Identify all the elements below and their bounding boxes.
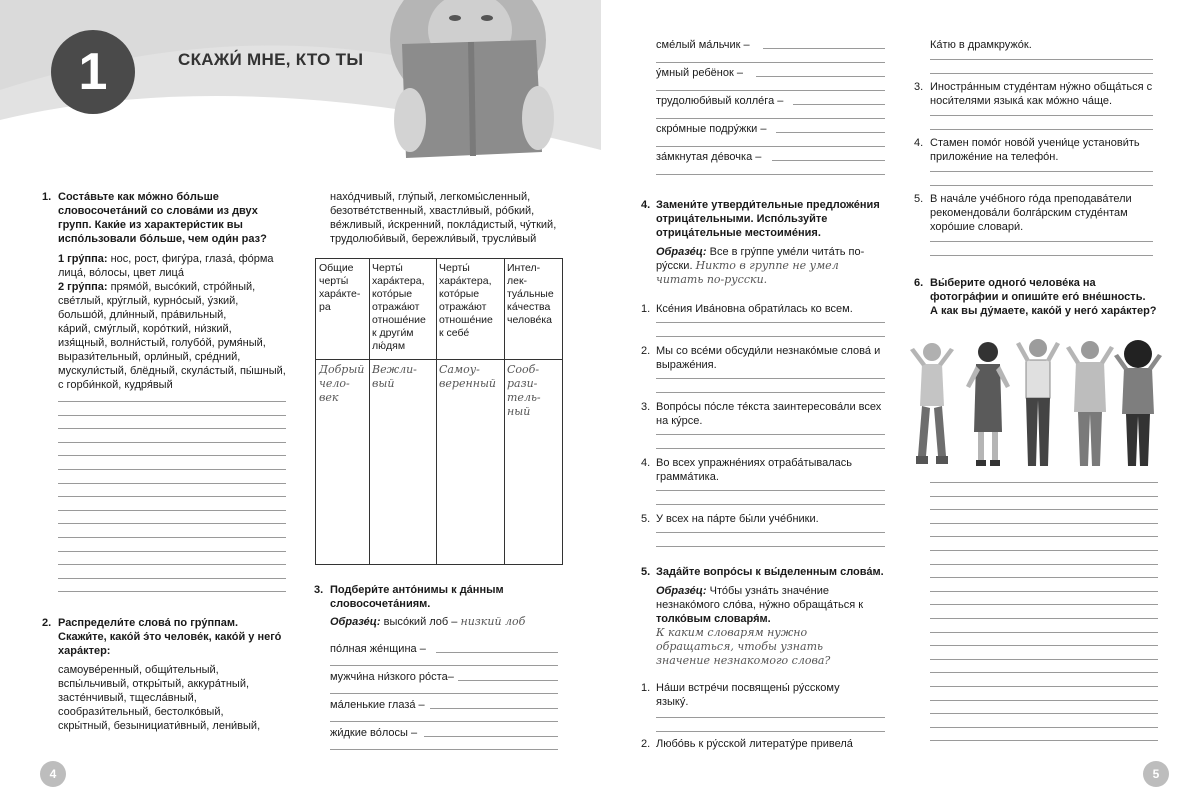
exercise-5-sample-line: незнако́мого сло́ва, ну́жно обраща́ться к <box>656 599 864 611</box>
exercise-3-instruction-line: Подбери́те анто́нимы к да́нным <box>330 584 504 596</box>
exercise-3-instruction-line: словосочета́ниям. <box>330 598 431 610</box>
answer-line[interactable] <box>930 645 1158 646</box>
antonym-item: трудолюби́вый колле́га – <box>656 95 784 107</box>
table-column-divider <box>504 259 505 564</box>
answer-line[interactable] <box>656 717 885 718</box>
exercise-4-number: 4. <box>641 199 651 211</box>
item-number: 5. <box>914 193 924 205</box>
answer-line[interactable] <box>793 104 885 105</box>
table-example-line: Добрый <box>319 363 365 376</box>
answer-line[interactable] <box>58 455 286 456</box>
table-example-cell[interactable] <box>372 363 417 391</box>
sample-text: Все в гру́ппе уме́ли чита́ть по- <box>706 246 865 258</box>
answer-line[interactable] <box>58 428 286 429</box>
answer-line[interactable] <box>930 523 1158 524</box>
answer-line[interactable] <box>930 740 1158 741</box>
table-header-line: отража́ют <box>372 301 420 313</box>
sample-text: высо́кий лоб – <box>380 616 461 628</box>
table-header-line: хара́ктера, <box>439 275 492 287</box>
table-example-line: тель- <box>507 391 541 404</box>
item-number: 2. <box>641 738 651 750</box>
group-1-label: 1 гру́ппа: <box>58 253 108 265</box>
exercise-5-sample-line <box>656 584 829 598</box>
answer-line[interactable] <box>656 490 885 491</box>
people-photo <box>908 336 1163 476</box>
table-example-line: рази- <box>507 377 538 390</box>
sample-answer: значение незнакомого слова? <box>656 654 831 667</box>
table-column-divider <box>369 259 370 564</box>
sample-label: Образе́ц: <box>330 616 381 628</box>
statement-item-line: на ку́рсе. <box>656 415 703 427</box>
exercise-3-number: 3. <box>314 584 324 596</box>
answer-line[interactable] <box>656 146 885 147</box>
answer-line[interactable] <box>330 693 558 694</box>
group-1-line: лица́, во́лосы, цвет лица́ <box>58 267 184 279</box>
antonym-item: ма́ленькие глаза́ – <box>330 699 425 711</box>
group-2-line: ка́рий, сму́глый, коро́ткий, ни́зкий, <box>58 323 232 335</box>
answer-line[interactable] <box>330 665 558 666</box>
question-item-line: Ка́тю в драмкружо́к. <box>930 39 1032 51</box>
group-2-label: 2 гру́ппа: <box>58 281 108 293</box>
table-header-line: Интел- <box>507 262 541 274</box>
table-header-line: к себе́ <box>439 327 470 339</box>
answer-line[interactable] <box>58 401 286 402</box>
group-2-line <box>58 280 255 294</box>
answer-line[interactable] <box>930 129 1153 130</box>
table-header-line: отноше́ние <box>439 314 493 326</box>
person-figure <box>966 342 1010 466</box>
sample-text: Что́бы узна́ть значе́ние <box>706 585 829 597</box>
exercise-5-number: 5. <box>641 566 651 578</box>
table-header-divider <box>316 359 562 360</box>
word-list-line: трудолюби́вый, бережли́вый, трусли́вый <box>330 233 537 245</box>
group-2-line: све́тлый, кру́глый, курно́сый, у́зкий, <box>58 295 239 307</box>
answer-line[interactable] <box>458 680 558 681</box>
sample-answer: К каким словарям нужно <box>656 626 808 639</box>
question-item-line: хоро́шие словари́. <box>930 221 1024 233</box>
table-example-line: Самоу- <box>439 363 480 376</box>
table-header-line: лек- <box>507 275 528 287</box>
statement-item-line: У всех на па́рте бы́ли уче́бники. <box>656 513 819 525</box>
exercise-2-instruction-line: хара́ктер: <box>58 645 111 657</box>
answer-line[interactable] <box>436 652 558 653</box>
group-2-text: прямо́й, высо́кий, стро́йный, <box>107 281 256 293</box>
chapter-number-badge: 1 <box>51 30 135 114</box>
group-2-line: большо́й, дли́нный, пра́вильный, <box>58 309 227 321</box>
answer-line[interactable] <box>772 160 885 161</box>
person-figure <box>1066 341 1114 466</box>
answer-line[interactable] <box>930 727 1158 728</box>
question-item-line: носи́телями языка́ как мо́жно ча́ще. <box>930 95 1113 107</box>
question-item-line: Иностра́нным студе́нтам ну́жно обща́ться с <box>930 81 1153 93</box>
answer-line[interactable] <box>656 392 885 393</box>
answer-line[interactable] <box>430 708 558 709</box>
sample-answer: низкий лоб <box>460 615 526 628</box>
exercise-3-sample <box>330 615 525 629</box>
answer-line[interactable] <box>930 604 1158 605</box>
exercise-6-instruction-line: Вы́берите одного́ челове́ка на <box>930 277 1096 289</box>
answer-line[interactable] <box>58 483 286 484</box>
statement-item-line: выраже́ния. <box>656 359 717 371</box>
table-header-line: лю́дям <box>372 340 406 352</box>
answer-line[interactable] <box>656 448 885 449</box>
answer-line[interactable] <box>656 434 885 435</box>
exercise-2-instruction-line: Скажи́те, како́й э́то челове́к, како́й у него́ <box>58 631 282 643</box>
answer-line[interactable] <box>656 118 885 119</box>
answer-line[interactable] <box>930 700 1158 701</box>
question-item-line: приложе́ние на телефо́н. <box>930 151 1059 163</box>
chapter-title: СКАЖИ́ МНЕ, КТО ТЫ <box>178 50 364 69</box>
answer-line[interactable] <box>656 62 885 63</box>
group-2-line: изя́щный, волни́стый, голубо́й, румя́ный, <box>58 337 266 349</box>
answer-line[interactable] <box>930 171 1153 172</box>
group-2-line: мускули́стый, блёдный, скула́стый, пы́шный, <box>58 365 286 377</box>
answer-line[interactable] <box>58 537 286 538</box>
word-list-line: ве́жливый, и́скренний, покла́дистый, чу́ткий, <box>330 219 557 231</box>
group-1-line <box>58 252 274 266</box>
answer-line[interactable] <box>424 736 558 737</box>
answer-line[interactable] <box>58 415 286 416</box>
answer-line[interactable] <box>656 532 885 533</box>
item-number: 5. <box>641 513 651 525</box>
sample-answer: Никто в группе не умел <box>695 259 839 272</box>
table-header-line: отноше́ние <box>372 314 426 326</box>
item-number: 3. <box>641 401 651 413</box>
person-figure <box>1016 339 1060 466</box>
person-figure <box>910 343 954 464</box>
table-example-line: Вежли- <box>372 363 417 376</box>
table-header-line: ка́чества <box>507 301 551 313</box>
exercise-5-instruction: Зада́йте вопро́сы к вы́деленным слова́м. <box>656 566 884 578</box>
answer-line[interactable] <box>930 536 1158 537</box>
character-traits-table <box>315 258 563 565</box>
exercise-2-instruction-line: Распредели́те слова́ по гру́ппам. <box>58 617 239 629</box>
statement-item-line: грамма́тика. <box>656 471 719 483</box>
table-example-cell[interactable] <box>319 363 364 405</box>
answer-line[interactable] <box>58 551 286 552</box>
table-example-line: веренный <box>439 377 496 390</box>
item-number: 4. <box>641 457 651 469</box>
page-number-right: 5 <box>1143 761 1169 787</box>
answer-line[interactable] <box>930 591 1158 592</box>
sample-text: ру́сски. <box>656 260 693 272</box>
group-2-line: с горби́нкой, кудря́вый <box>58 379 173 391</box>
answer-line[interactable] <box>930 564 1158 565</box>
table-header-cell <box>507 262 554 327</box>
table-header-line: туа́льные <box>507 288 554 300</box>
exercise-6-instruction-line: А как вы ду́маете, како́й у него́ хара́ктер? <box>930 305 1157 317</box>
answer-line[interactable] <box>330 749 558 750</box>
table-example-line: век <box>319 391 339 404</box>
statement-item-line: Вопро́сы по́сле те́кста заинтересова́ли всех <box>656 401 882 413</box>
answer-line[interactable] <box>930 241 1153 242</box>
answer-line[interactable] <box>58 523 286 524</box>
table-header-line: челове́ка <box>507 314 553 326</box>
answer-line[interactable] <box>930 672 1158 673</box>
question-item-line: языку́. <box>656 696 689 708</box>
word-list-line: сообрази́тельный, бестолко́вый, <box>58 706 224 718</box>
answer-line[interactable] <box>930 550 1158 551</box>
table-header-line: к други́м <box>372 327 414 339</box>
answer-line[interactable] <box>58 578 286 579</box>
answer-line[interactable] <box>930 713 1158 714</box>
statement-item-line: Ксе́ния Ива́новна обрати́лась ко всем. <box>656 303 853 315</box>
table-column-divider <box>436 259 437 564</box>
exercise-4-instruction-line: отрица́тельными. Испо́льзуйте <box>656 213 828 225</box>
item-number: 1. <box>641 303 651 315</box>
item-number: 3. <box>914 81 924 93</box>
antonym-item: у́мный ребёнок – <box>656 67 743 79</box>
answer-line[interactable] <box>756 76 885 77</box>
answer-line[interactable] <box>930 255 1153 256</box>
group-2-line: вырази́тельный, орли́ный, сре́дний, <box>58 351 241 363</box>
answer-line[interactable] <box>656 322 885 323</box>
answer-line[interactable] <box>656 90 885 91</box>
answer-line[interactable] <box>930 509 1158 510</box>
table-example-line: Сооб- <box>507 363 540 376</box>
exercise-4-sample-line <box>656 259 839 273</box>
table-header-line: кото́рые <box>439 288 480 300</box>
item-number: 2. <box>641 345 651 357</box>
answer-line[interactable] <box>776 132 885 133</box>
antonym-item: сме́лый ма́льчик – <box>656 39 750 51</box>
exercise-6-instruction-line: фотогра́фии и опиши́те его́ вне́шность. <box>930 291 1146 303</box>
answer-line[interactable] <box>930 185 1153 186</box>
answer-line[interactable] <box>58 564 286 565</box>
item-number: 1. <box>641 682 651 694</box>
answer-line[interactable] <box>656 174 885 175</box>
answer-line[interactable] <box>930 577 1158 578</box>
answer-line[interactable] <box>930 59 1153 60</box>
exercise-1-instruction-line: испо́льзовали бо́льше, чем оди́н раз? <box>58 233 267 245</box>
chapter-header-band <box>0 0 601 164</box>
word-list-line: самоуве́ренный, общи́тельный, <box>58 664 219 676</box>
statement-item-line: Во всех упражне́ниях отраба́тывалась <box>656 457 853 469</box>
question-item-line: рекомендова́ли болга́рским студе́нтам <box>930 207 1128 219</box>
antonym-item: за́мкнутая де́вочка – <box>656 151 762 163</box>
table-header-line: ра <box>319 301 331 313</box>
answer-line[interactable] <box>58 469 286 470</box>
sample-answer: читать по-русски. <box>656 273 768 286</box>
question-item-line: В нача́ле уче́бного го́да преподава́тели <box>930 193 1132 205</box>
table-header-line: Черты́ <box>372 262 403 274</box>
answer-line[interactable] <box>656 378 885 379</box>
statement-item-line: Мы со все́ми обсуди́ли незнако́мые слова́ и <box>656 345 881 357</box>
table-example-line: чело- <box>319 377 350 390</box>
antonym-item: жи́дкие во́лосы – <box>330 727 418 739</box>
answer-line[interactable] <box>58 442 286 443</box>
answer-line[interactable] <box>58 510 286 511</box>
table-example-cell[interactable] <box>507 363 541 419</box>
answer-line[interactable] <box>656 731 885 732</box>
answer-line[interactable] <box>930 659 1158 660</box>
table-header-line: кото́рые <box>372 288 413 300</box>
answer-line[interactable] <box>58 591 286 592</box>
answer-line[interactable] <box>58 496 286 497</box>
answer-line[interactable] <box>930 73 1153 74</box>
answer-line[interactable] <box>930 496 1158 497</box>
answer-line[interactable] <box>656 546 885 547</box>
page-number-left: 4 <box>40 761 66 787</box>
answer-line[interactable] <box>930 618 1158 619</box>
antonym-item: по́лная же́нщина – <box>330 643 426 655</box>
exercise-1-number: 1. <box>42 191 52 203</box>
sample-label: Образе́ц: <box>656 246 707 258</box>
table-example-cell[interactable] <box>439 363 496 391</box>
table-header-line: черты́ <box>319 275 349 287</box>
answer-line[interactable] <box>930 482 1158 483</box>
sample-label: Образе́ц: <box>656 585 707 597</box>
answer-line[interactable] <box>656 336 885 337</box>
group-1-text: нос, рост, фигу́ра, глаза́, фо́рма <box>107 253 274 265</box>
question-item-line: Стамен помо́г ново́й учени́це установи́ть <box>930 137 1140 149</box>
exercise-1-instruction-line: групп. Каки́е из характери́стик вы <box>58 219 243 231</box>
word-list-line: нахо́дчивый, глу́пый, легкомы́сленный, <box>330 191 531 203</box>
exercise-4-sample-line <box>656 245 864 259</box>
table-header-cell <box>372 262 426 353</box>
word-list-line: вспы́льчивый, откры́тый, аккура́тный, <box>58 678 250 690</box>
exercise-5-sample-line: толко́вым словаря́м. <box>656 613 771 625</box>
table-example-line: вый <box>372 377 395 390</box>
table-header-line: Черты́ <box>439 262 470 274</box>
word-list-line: безотве́тственный, хвастли́вый, ро́бкий, <box>330 205 535 217</box>
answer-line[interactable] <box>930 632 1158 633</box>
exercise-4-instruction-line: отрица́тельные местоиме́ния. <box>656 227 821 239</box>
sample-answer: обращаться, чтобы узнать <box>656 640 824 653</box>
answer-line[interactable] <box>930 115 1153 116</box>
table-header-line: хара́ктера, <box>372 275 425 287</box>
table-header-cell <box>439 262 493 340</box>
exercise-2-number: 2. <box>42 617 52 629</box>
answer-line[interactable] <box>930 686 1158 687</box>
person-figure <box>1114 340 1162 466</box>
exercise-6-number: 6. <box>914 277 924 289</box>
answer-line[interactable] <box>656 504 885 505</box>
table-header-cell <box>319 262 360 314</box>
table-header-line: хара́кте- <box>319 288 361 300</box>
antonym-item: скро́мные подру́жки – <box>656 123 767 135</box>
question-item-line: На́ши встре́чи посвящены́ ру́сскому <box>656 682 840 694</box>
table-example-line: ный <box>507 405 531 418</box>
table-header-line: Общие <box>319 262 354 274</box>
answer-line[interactable] <box>330 721 558 722</box>
word-list-line: скры́тный, безынициати́вный, лени́вый, <box>58 720 261 732</box>
exercise-1-instruction-line: Соста́вьте как мо́жно бо́льше <box>58 191 219 203</box>
word-list-line: засте́нчивый, тщесла́вный, <box>58 692 197 704</box>
question-item-line: Любо́вь к ру́сской литерату́ре привела́ <box>656 738 853 750</box>
antonym-item: мужчи́на ни́зкого ро́ста– <box>330 671 454 683</box>
exercise-4-instruction-line: Замени́те утверди́тельные предложе́ния <box>656 199 880 211</box>
exercise-1-instruction-line: словосочета́ний со слова́ми из двух <box>58 205 258 217</box>
answer-line[interactable] <box>763 48 885 49</box>
table-header-line: отража́ют <box>439 301 487 313</box>
item-number: 4. <box>914 137 924 149</box>
